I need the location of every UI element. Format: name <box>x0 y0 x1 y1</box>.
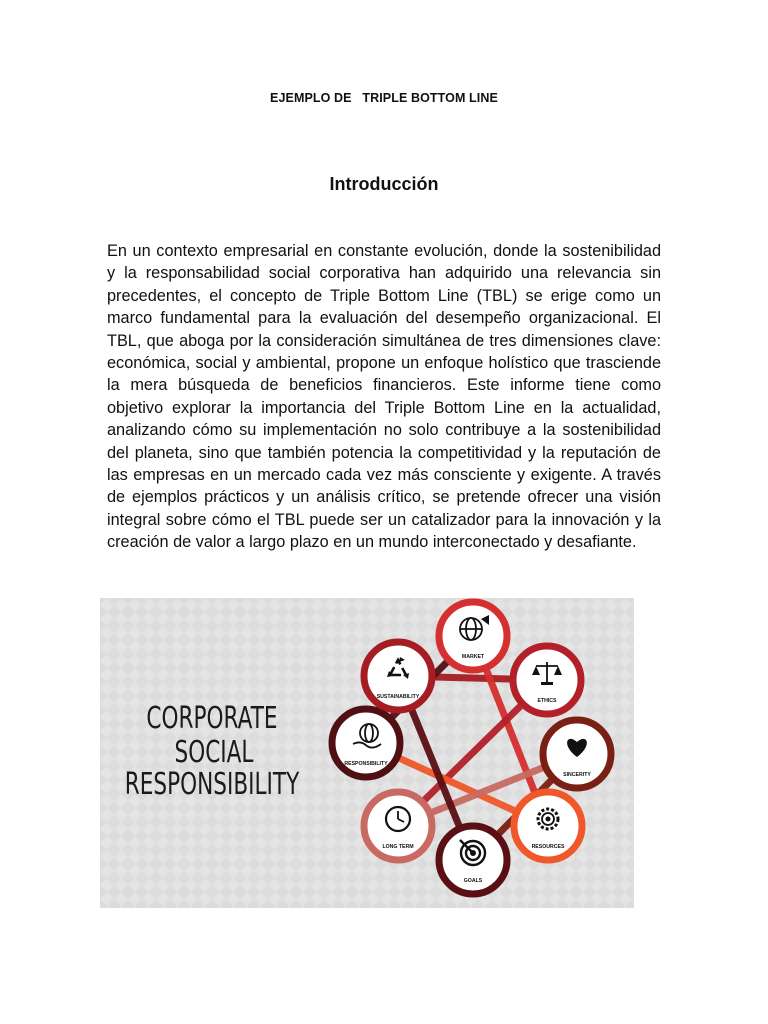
csr-node <box>332 709 400 777</box>
csr-node <box>514 792 582 860</box>
node-label: GOALS <box>463 878 483 884</box>
node-label: SINCERITY <box>563 772 591 778</box>
csr-node <box>364 642 432 710</box>
csr-diagram <box>100 598 634 908</box>
intro-paragraph: En un contexto empresarial en constante evolución, donde la sostenibilidad y la responsabilidad social corporativa han adquirido una relevancia sin precedentes, el concepto de Triple Bottom Line (TBL) se erige como un marco fundamental para la evaluación del desempeño organizacional. El TBL, que aboga por la consideración simultánea de tres dimensiones clave: económica, social y ambiental, propone un enfoque holístico que trasciende la mera búsqueda de beneficios financieros. Este informe tiene como objetivo explorar la importancia del Triple Bottom Line en la actualidad, analizando cómo su implementación no solo contribuye a la sostenibilidad del planeta, sino que también potencia la competitividad y la reputación de las empresas en un mercado cada vez más consciente y exigente. A través de ejemplos prácticos y un análisis crítico, se pretende ofrecer una visión integral sobre cómo el TBL puede ser un catalizador para la innovación y la creación de valor a largo plazo en un mundo interconectado y desafiante. <box>107 242 661 552</box>
document-title: EJEMPLO DE TRIPLE BOTTOM LINE <box>270 91 498 105</box>
csr-node <box>439 826 507 894</box>
node-label: RESPONSIBILITY <box>344 761 388 767</box>
node-label: RESOURCES <box>531 844 565 850</box>
csr-node <box>364 792 432 860</box>
node-label: MARKET <box>461 654 485 660</box>
node-label: SUSTAINABILITY <box>376 694 420 700</box>
headline-line: SOCIAL <box>174 735 254 771</box>
csr-node <box>513 646 581 714</box>
csr-node <box>439 602 507 670</box>
node-label: LONG TERM <box>382 844 414 850</box>
headline-line: CORPORATE <box>146 701 278 737</box>
csr-figure <box>100 598 634 908</box>
headline-line: RESPONSIBILITY <box>124 767 300 803</box>
csr-node <box>543 720 611 788</box>
section-heading: Introducción <box>329 174 439 194</box>
node-label: ETHICS <box>537 698 557 704</box>
